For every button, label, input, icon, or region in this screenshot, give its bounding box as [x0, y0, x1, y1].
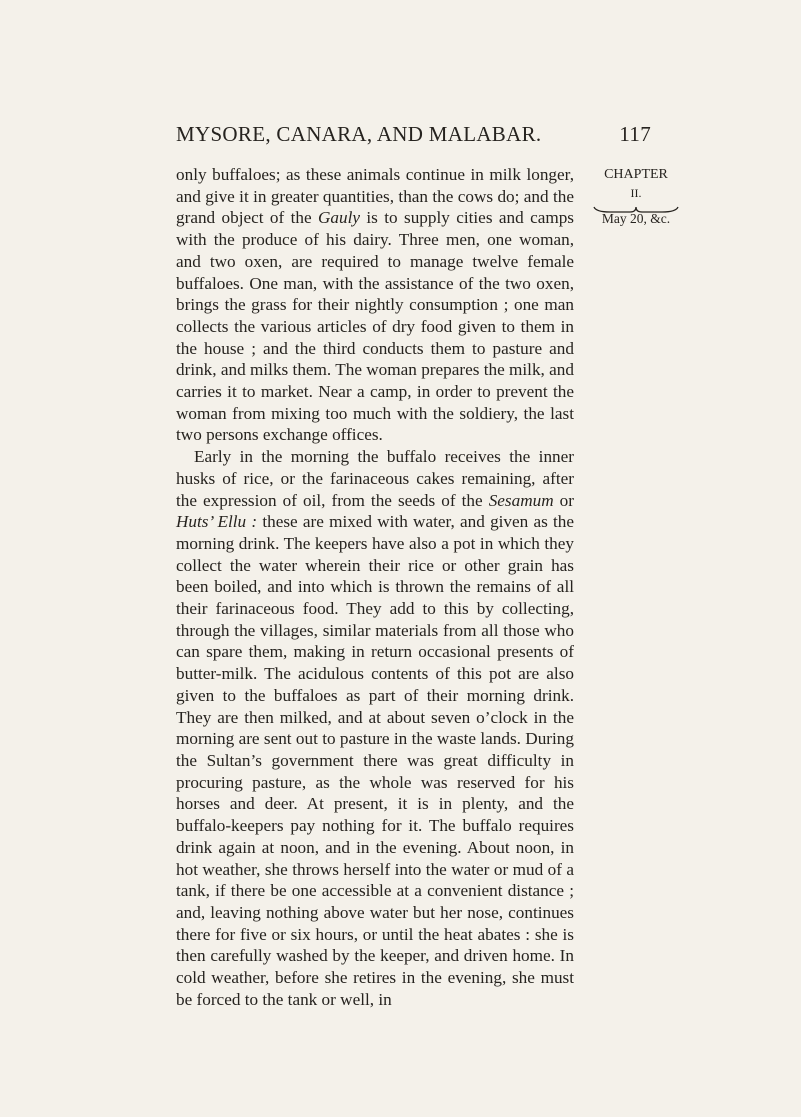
- margin-chapter-number: II.: [630, 185, 642, 200]
- body-text: [176, 164, 574, 1010]
- margin-chapter: CHAPTER: [604, 167, 668, 182]
- margin-date: May 20, &c.: [601, 210, 671, 226]
- term-gauly: Gauly: [318, 208, 361, 228]
- paragraph-2-text-c: these are mixed with water, and given as the morning drink. The keepers have also a pot in which they collect the water wherein their rice or other grain has been boiled, and into which is thrown the remains of all their farinaceous food. They add to this by collecting, through the villages, similar materials from all those who can spare them, making in return occasional presents of butter-milk. The acidulous contents of this pot are also given to the buffaloes as part of their morning drink. They are then milked, and at about seven o’clock in the morning are sent out to pasture in the waste lands. During the Sultan’s government there was great difficulty in procuring pasture, as the whole was reserved for his horses and deer. At present, it is in plenty, and the buffalo-keepers pay nothing for it. The buffalo requires drink again at noon, and in the evening. About noon, in hot weather, she throws herself into the water or mud of a tank, if there be one accessible at a convenient distance ; and, leaving nothing above water but her nose, continues there for five or six hours, or until the heat abates : she is then carefully washed by the keeper, and driven home. In cold weather, before she retires in the evening, she must be forced to the tank or well, in: [176, 512, 575, 1009]
- brace-ornament-icon: [579, 200, 693, 208]
- paragraph-2-text-b: or: [553, 490, 574, 510]
- paragraph-1: [176, 164, 574, 446]
- margin-note: [579, 164, 693, 229]
- page-number: 117: [619, 122, 651, 146]
- term-sesamum: Sesamum: [488, 490, 554, 510]
- paragraph-1-text-a: only buffaloes; as these animals continue in milk longer, and give it in greater quantities, than the cows do; and the grand object of the: [176, 165, 574, 228]
- paragraph-1-text-b: is to supply cities and camps with the produce of his dairy. Three men, one woman, and two oxen, are required to manage twelve female buffaloes. One man, with the assistance of the two oxen, brings the grass for their nightly consumption ; one man collects the various articles of dry food given to them in the house ; and the third conducts them to pasture and drink, and milks them. The woman prepares the milk, and carries it to market. Near a camp, in order to prevent the woman from mixing too much with the soldiery, the last two persons exchange offices.: [176, 208, 574, 445]
- running-head: [176, 122, 651, 152]
- running-title: MYSORE, CANARA, AND MALABAR.: [176, 122, 542, 146]
- paragraph-2-text-a: Early in the morning the buffalo receives the inner husks of rice, or the farinaceous cakes remaining, after the expression of oil, from the seeds of the: [176, 447, 574, 510]
- paragraph-2: [176, 446, 574, 1010]
- term-huts-ellu: Huts’ Ellu :: [176, 512, 258, 532]
